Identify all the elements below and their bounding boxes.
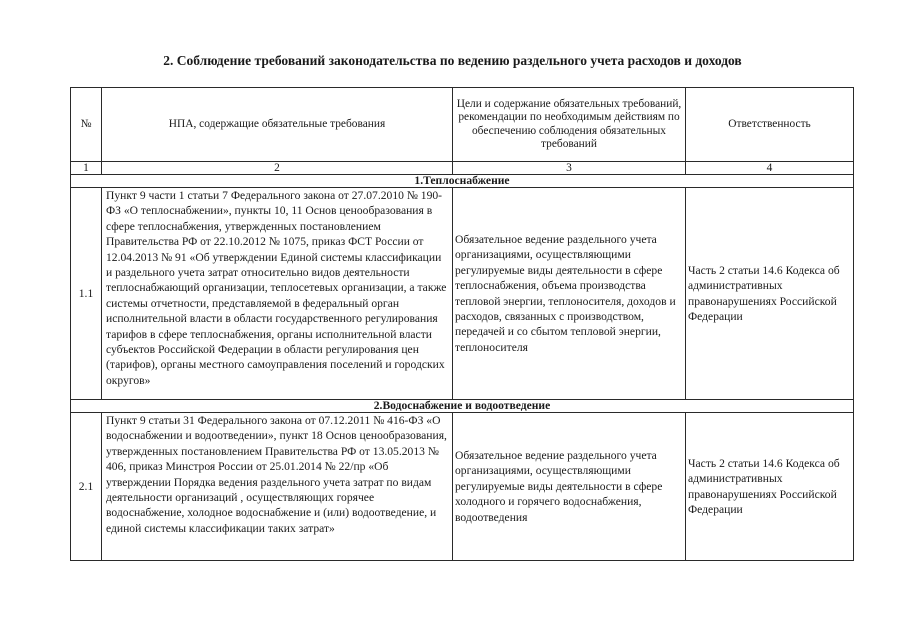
row-number: 1.1 [71, 188, 102, 400]
goals-cell: Обязательное ведение раздельного учета организациями, осуществляющими регулируемые виды деятельности в сфере холодного и горячего водоснабжения, водоотведения [453, 413, 686, 561]
section-title-heat: 1.Теплоснабжение [71, 175, 854, 188]
goals-cell: Обязательное ведение раздельного учета организациями, осуществляющими регулируемые виды деятельности в сфере теплоснабжения, объема производства тепловой энергии, теплоносителя, доходов и расходов, связанных с производством, передачей и со сбытом тепловой энергии, теплоносителя [453, 188, 686, 400]
responsibility-cell: Часть 2 статьи 14.6 Кодекса об административных правонарушениях Российской Федерации [686, 413, 854, 561]
page-title: 2. Соблюдение требований законодательства по ведению раздельного учета расходов и доходов [163, 53, 742, 68]
column-number: 2 [102, 162, 453, 175]
header-goals: Цели и содержание обязательных требований, рекомендации по необходимым действиям по обеспечению соблюдения обязательных требований [453, 88, 686, 162]
column-number: 1 [71, 162, 102, 175]
header-num: № [71, 88, 102, 162]
requirements-table [70, 87, 854, 561]
column-number: 4 [686, 162, 854, 175]
section-heading-row [71, 400, 854, 413]
header-responsibility: Ответственность [686, 88, 854, 162]
npa-cell [102, 413, 453, 561]
table-header-row [71, 88, 854, 162]
section-heading-row [71, 175, 854, 188]
responsibility-cell: Часть 2 статьи 14.6 Кодекса об административных правонарушениях Российской Федерации [686, 188, 854, 400]
header-npa: НПА, содержащие обязательные требования [102, 88, 453, 162]
table-row [71, 188, 854, 400]
column-number: 3 [453, 162, 686, 175]
table-row [71, 413, 854, 561]
npa-text: Пункт 9 части 1 статьи 7 Федерального закона от 27.07.2010 № 190-ФЗ «О теплоснабжении», пункты 10, 11 Основ ценообразования в сфере теплоснабжения, утвержденных постановлением Правительства РФ от 22.10.2012 № 1075, приказ ФСТ России от 12.04.2013 № 91 «Об утверждении Единой системы классификации и раздельного учета затрат относительно видов деятельности теплоснабжающий организации, теплосетевых организации, а также системы отчетности, представляемой в федеральный орган исполнительной власти в области государственного регулирования тарифов в сфере теплоснабжения, органы исполнительной власти субъектов Российской Федерации в области регулирования цен (тарифов), органы местного самоуправления поселений и городских округов» [106, 189, 447, 387]
section-title-water: 2.Водоснабжение и водоотведение [71, 400, 854, 413]
npa-cell [102, 188, 453, 400]
column-number-row [71, 162, 854, 175]
npa-text: Пункт 9 статьи 31 Федерального закона от 07.12.2011 № 416-ФЗ «О водоснабжении и водоотведении», пункт 18 Основ ценообразования, утвержденных постановлением Правительства РФ от 13.05.2013 № 406, приказ Минстроя России от 25.01.2014 № 22/пр «Об утверждении Порядка ведения раздельного учета затрат по видам деятельности организаций , осуществляющих горячее водоснабжение, холодное водоснабжение и (или) водоотведение, и единой системы классификации таких затрат» [106, 414, 447, 535]
row-number: 2.1 [71, 413, 102, 561]
